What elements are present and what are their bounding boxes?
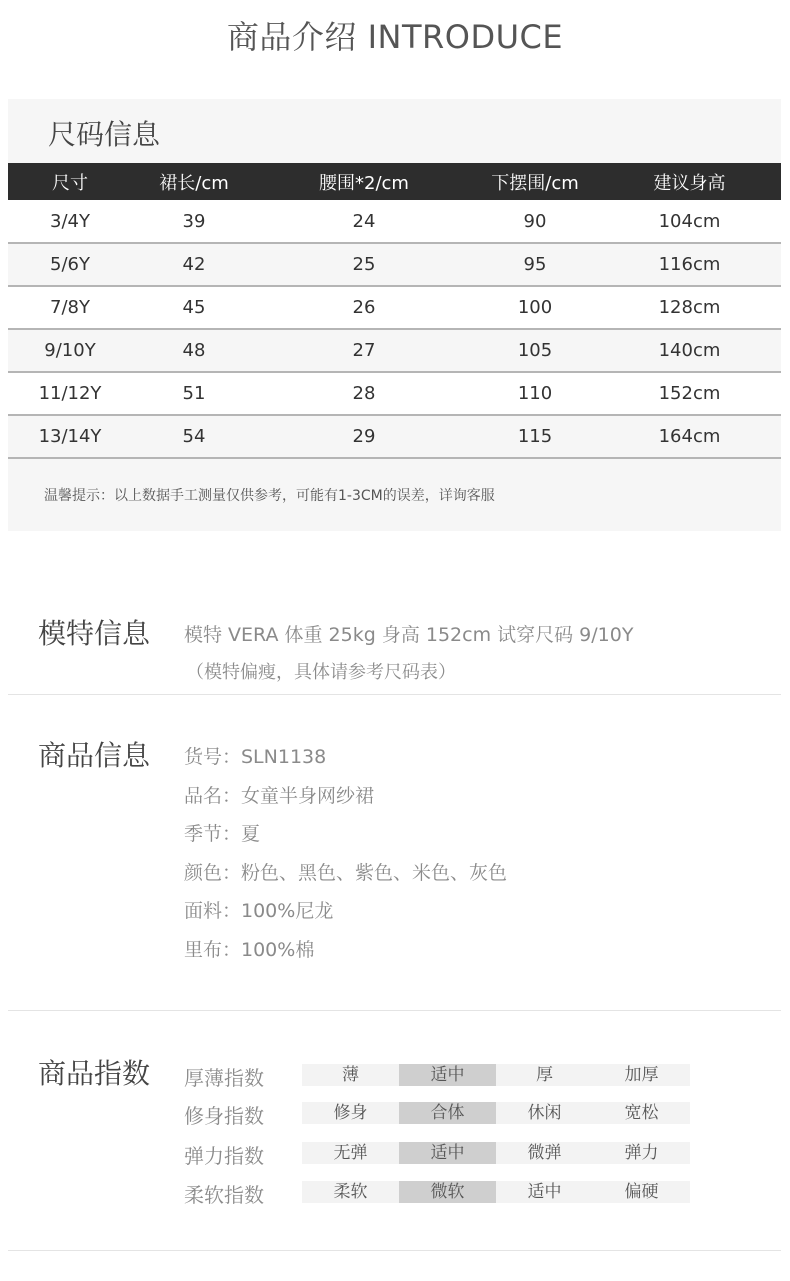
index-option: 宽松 (593, 1102, 690, 1124)
table-cell: 11/12Y (8, 372, 132, 415)
product-info-line: 季节：夏 (184, 823, 261, 845)
table-row (8, 372, 781, 415)
table-cell: 48 (132, 329, 256, 372)
index-label: 厚薄指数 (184, 1066, 264, 1090)
table-cell: 116cm (598, 243, 781, 286)
table-cell: 104cm (598, 200, 781, 243)
table-cell: 28 (256, 372, 472, 415)
model-info-heading: 模特信息 (38, 617, 151, 650)
table-cell: 128cm (598, 286, 781, 329)
index-option: 薄 (302, 1064, 399, 1086)
index-option: 弹力 (593, 1142, 690, 1164)
table-cell: 3/4Y (8, 200, 132, 243)
table-row (8, 200, 781, 243)
index-scale (302, 1181, 690, 1203)
divider (8, 694, 781, 695)
index-scale (302, 1102, 690, 1124)
table-cell: 24 (256, 200, 472, 243)
model-info-line: 模特 VERA 体重 25kg 身高 152cm 试穿尺码 9/10Y (184, 624, 634, 646)
table-cell: 45 (132, 286, 256, 329)
index-label: 柔软指数 (184, 1183, 264, 1207)
table-cell: 9/10Y (8, 329, 132, 372)
table-cell: 7/8Y (8, 286, 132, 329)
table-cell: 105 (472, 329, 598, 372)
page-title: 商品介绍 INTRODUCE (226, 18, 564, 56)
product-info-line: 货号：SLN1138 (184, 746, 327, 768)
index-label: 弹力指数 (184, 1144, 264, 1168)
size-note: 温馨提示：以上数据手工测量仅供参考，可能有1-3CM的误差，详询客服 (44, 488, 495, 504)
column-header: 尺寸 (52, 172, 88, 194)
table-cell: 152cm (598, 372, 781, 415)
index-option: 休闲 (496, 1102, 593, 1124)
index-option: 修身 (302, 1102, 399, 1124)
index-option-selected: 合体 (399, 1102, 496, 1124)
index-label: 修身指数 (184, 1104, 264, 1128)
index-scale (302, 1064, 690, 1086)
size-info-heading: 尺码信息 (48, 118, 161, 151)
size-info-panel (8, 99, 781, 531)
table-row (8, 329, 781, 372)
table-cell: 164cm (598, 415, 781, 458)
table-cell: 95 (472, 243, 598, 286)
product-info-line: 里布：100%棉 (184, 939, 315, 961)
size-table (8, 163, 781, 459)
column-header: 腰围*2/cm (319, 172, 409, 194)
table-cell: 115 (472, 415, 598, 458)
table-cell: 110 (472, 372, 598, 415)
index-option: 厚 (496, 1064, 593, 1086)
index-scale (302, 1142, 690, 1164)
table-cell: 13/14Y (8, 415, 132, 458)
table-cell: 140cm (598, 329, 781, 372)
table-cell: 5/6Y (8, 243, 132, 286)
column-header: 下摆围/cm (491, 172, 579, 194)
product-info-line: 面料：100%尼龙 (184, 900, 334, 922)
product-info-heading: 商品信息 (38, 739, 151, 772)
table-cell: 100 (472, 286, 598, 329)
product-info-line: 颜色：粉色、黑色、紫色、米色、灰色 (184, 862, 508, 884)
table-cell: 90 (472, 200, 598, 243)
column-header: 建议身高 (653, 172, 726, 194)
table-cell: 29 (256, 415, 472, 458)
divider (8, 1250, 781, 1251)
table-cell: 39 (132, 200, 256, 243)
index-option-selected: 适中 (399, 1142, 496, 1164)
product-info-line: 品名：女童半身网纱裙 (184, 785, 375, 807)
table-cell: 51 (132, 372, 256, 415)
table-row (8, 286, 781, 329)
divider (8, 1010, 781, 1011)
table-cell: 26 (256, 286, 472, 329)
table-row (8, 415, 781, 458)
index-option: 微弹 (496, 1142, 593, 1164)
column-header: 裙长/cm (159, 172, 229, 194)
index-option-selected: 适中 (399, 1064, 496, 1086)
model-info-note: （模特偏瘦，具体请参考尺码表） (186, 662, 456, 683)
table-cell: 27 (256, 329, 472, 372)
index-option-selected: 微软 (399, 1181, 496, 1203)
table-cell: 42 (132, 243, 256, 286)
table-cell: 25 (256, 243, 472, 286)
index-option: 柔软 (302, 1181, 399, 1203)
table-row (8, 243, 781, 286)
product-index-heading: 商品指数 (38, 1057, 151, 1090)
index-option: 加厚 (593, 1064, 690, 1086)
index-option: 适中 (496, 1181, 593, 1203)
index-option: 偏硬 (593, 1181, 690, 1203)
table-cell: 54 (132, 415, 256, 458)
index-option: 无弹 (302, 1142, 399, 1164)
size-table-header (8, 163, 781, 200)
